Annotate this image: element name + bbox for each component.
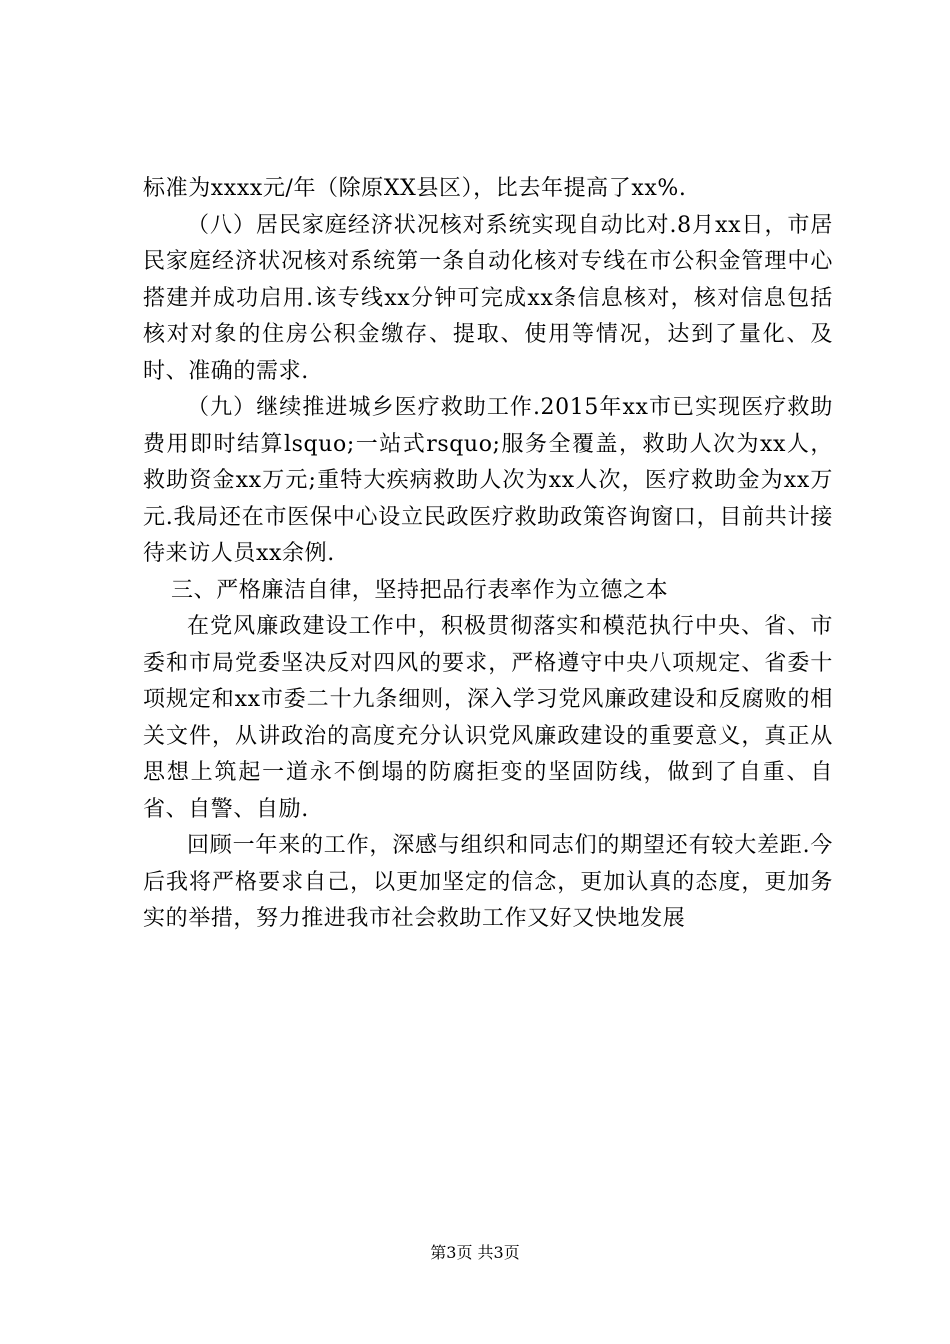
paragraph-section-9: （九）继续推进城乡医疗救助工作.2015年xx市已实现医疗救助费用即时结算lsquo;一站式rsquo;服务全覆盖，救助人次为xx人，救助资金xx万元;重特大疾病救助人次为xx人次，医疗救助金为xx万元.我局还在市医保中心设立民政医疗救助政策咨询窗口，目前共计接待来访人员xx余例.: [143, 395, 833, 566]
page-number-footer: 第3页 共3页: [430, 1243, 520, 1262]
paragraph-conclusion: 回顾一年来的工作，深感与组织和同志们的期望还有较大差距.今后我将严格要求自己，以更加坚定的信念，更加认真的态度，更加务实的举措，努力推进我市社会救助工作又好又快地发展: [143, 833, 833, 931]
paragraph-integrity: 在党风廉政建设工作中，积极贯彻落实和模范执行中央、省、市委和市局党委坚决反对四风的要求，严格遵守中央八项规定、省委十项规定和xx市委二十九条细则，深入学习党风廉政建设和反腐败的相关文件，从讲政治的高度充分认识党风廉政建设的重要意义，真正从思想上筑起一道永不倒塌的防腐拒变的坚固防线，做到了自重、自省、自警、自励.: [143, 614, 833, 822]
section-heading-3: 三、严格廉洁自律，坚持把品行表率作为立德之本: [171, 577, 669, 603]
paragraph-continuation: 标准为xxxx元/年（除原XX县区），比去年提高了xx%.: [143, 176, 687, 201]
document-body: [143, 171, 833, 938]
paragraph-section-8: （八）居民家庭经济状况核对系统实现自动比对.8月xx日，市居民家庭经济状况核对系统第一条自动化核对专线在市公积金管理中心搭建并成功启用.该专线xx分钟可完成xx条信息核对，核对信息包括核对对象的住房公积金缴存、提取、使用等情况，达到了量化、及时、准确的需求.: [143, 212, 833, 384]
